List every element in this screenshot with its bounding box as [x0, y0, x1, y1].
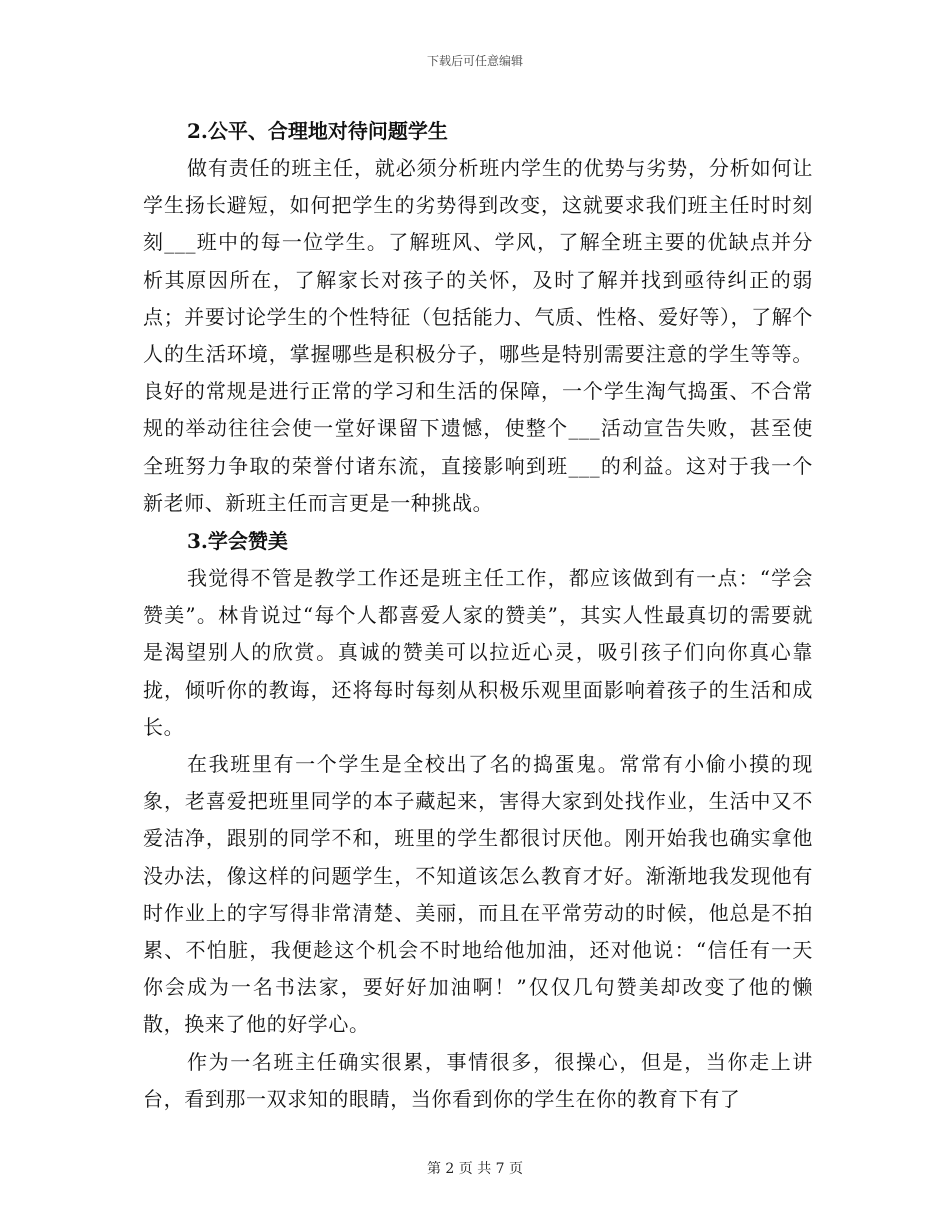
- section-2-heading: 2.公平、合理地对待问题学生: [187, 119, 448, 143]
- section-3-heading: 3.学会赞美: [187, 529, 288, 554]
- section-3-paragraph-3: 作为一名班主任确实很累，事情很多，很操心，但是，当你走上讲台，看到那一双求知的眼睛，当你看到你的学生在你的教育下有了: [143, 1049, 813, 1111]
- page-number: 第 2 页 共 7 页: [426, 1161, 524, 1177]
- section-3-paragraph-2: 在我班里有一个学生是全校出了名的捣蛋鬼。常常有小偷小摸的现象，老喜爱把班里同学的本子藏起来，害得大家到处找作业，生活中又不爱洁净，跟别的同学不和，班里的学生都很讨厌他。刚开始我也确实拿他没办法，像这样的问题学生，不知道该怎么教育才好。渐渐地我发现他有时作业上的字写得非常清楚、美丽，而且在平常劳动的时候，他总是不拍累、不怕脏，我便趁这个机会不时地给他加油，还对他说：“信任有一天你会成为一名书法家，要好好加油啊！”仅仅几句赞美却改变了他的懒散，换来了他的好学心。: [143, 752, 813, 1037]
- section-3-paragraph-1: 我觉得不管是教学工作还是班主任工作，都应该做到有一点：“学会赞美”。林肯说过“每个人都喜爱人家的赞美”，其实人性最真切的需要就是渴望别人的欣赏。真诚的赞美可以拉近心灵，吸引孩子们向你真心靠拢，倾听你的教诲，还将每时每刻从积极乐观里面影响着孩子的生活和成长。: [143, 566, 813, 739]
- document-body: [143, 112, 813, 1118]
- page-header-note: 下载后可任意编辑: [426, 54, 523, 68]
- section-2-paragraph: 做有责任的班主任，就必须分析班内学生的优势与劣势，分析如何让学生扬长避短，如何把学生的劣势得到改变，这就要求我们班主任时时刻刻___班中的每一位学生。了解班风、学风，了解全班主要的优缺点并分析其原因所在，了解家长对孩子的关怀，及时了解并找到亟待纠正的弱点；并要讨论学生的个性特征（包括能力、气质、性格、爱好等），了解个人的生活环境，掌握哪些是积极分子，哪些是特别需要注意的学生等等。良好的常规是进行正常的学习和生活的保障，一个学生淘气捣蛋、不合常规的举动往往会使一堂好课留下遗憾，使整个___活动宣告失败，甚至使全班努力争取的荣誉付诸东流，直接影响到班___的利益。这对于我一个新老师、新班主任而言更是一种挑战。: [143, 156, 813, 515]
